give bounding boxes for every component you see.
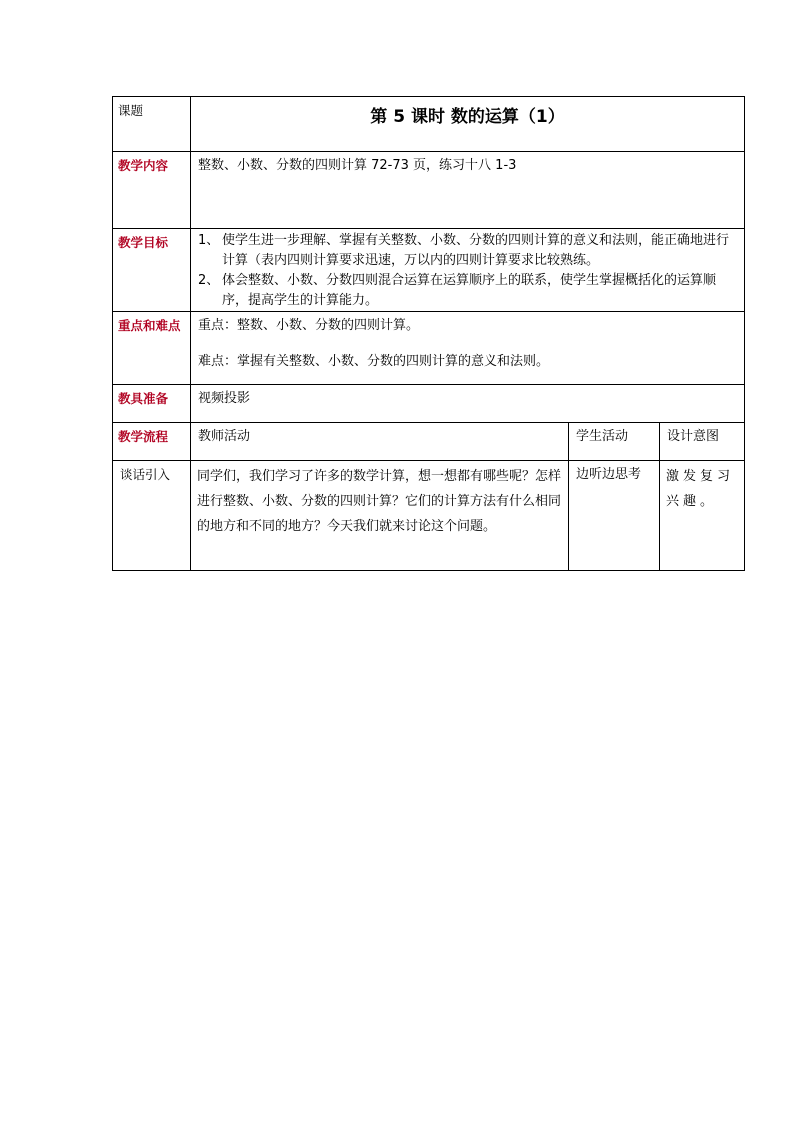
focus-row [113,312,745,385]
goal-text: 使学生进一步理解、掌握有关整数、小数、分数的四则计算的意义和法则，能正确地进行计算（表内四则计算要求迅速，万以内的四则计算要求比较熟练。 [222,233,730,268]
tools-row [113,385,745,423]
intro-teacher-text: 同学们，我们学习了许多的数学计算，想一想都有哪些呢？怎样进行整数、小数、分数的四则计算？它们的计算方法有什么相同的地方和不同的地方？今天我们就来讨论这个问题。 [191,461,569,571]
focus-label: 重点和难点 [113,312,191,385]
goal-item [198,231,738,271]
focus-cell [191,312,745,385]
goals-row [113,229,745,312]
lesson-title: 第 5 课时 数的运算（1） [191,97,745,152]
tools-label: 教具准备 [113,385,191,423]
goals-cell [191,229,745,312]
goal-item [198,271,738,311]
tools-text: 视频投影 [191,385,745,423]
intro-design-text: 激发复习兴趣。 [660,461,745,571]
goal-text: 体会整数、小数、分数四则混合运算在运算顺序上的联系，使学生掌握概括化的运算顺序，提高学生的计算能力。 [222,273,717,308]
header-row [113,97,745,152]
goal-number: 1、 [198,233,220,248]
lesson-plan-table [112,96,745,571]
goal-number: 2、 [198,273,220,288]
intro-row [113,461,745,571]
key-point-text: 重点：整数、小数、分数的四则计算。 [198,318,420,333]
design-intent-header: 设计意图 [660,423,745,461]
flow-label: 教学流程 [113,423,191,461]
intro-label: 谈话引入 [113,461,191,571]
content-text: 整数、小数、分数的四则计算 72-73 页，练习十八 1-3 [191,152,745,229]
goals-label: 教学目标 [113,229,191,312]
content-row [113,152,745,229]
student-activity-header: 学生活动 [569,423,660,461]
content-label: 教学内容 [113,152,191,229]
flow-header-row [113,423,745,461]
teacher-activity-header: 教师活动 [191,423,569,461]
intro-student-text: 边听边思考 [569,461,660,571]
topic-label: 课题 [113,97,191,152]
difficulty-text: 难点：掌握有关整数、小数、分数的四则计算的意义和法则。 [198,354,550,369]
